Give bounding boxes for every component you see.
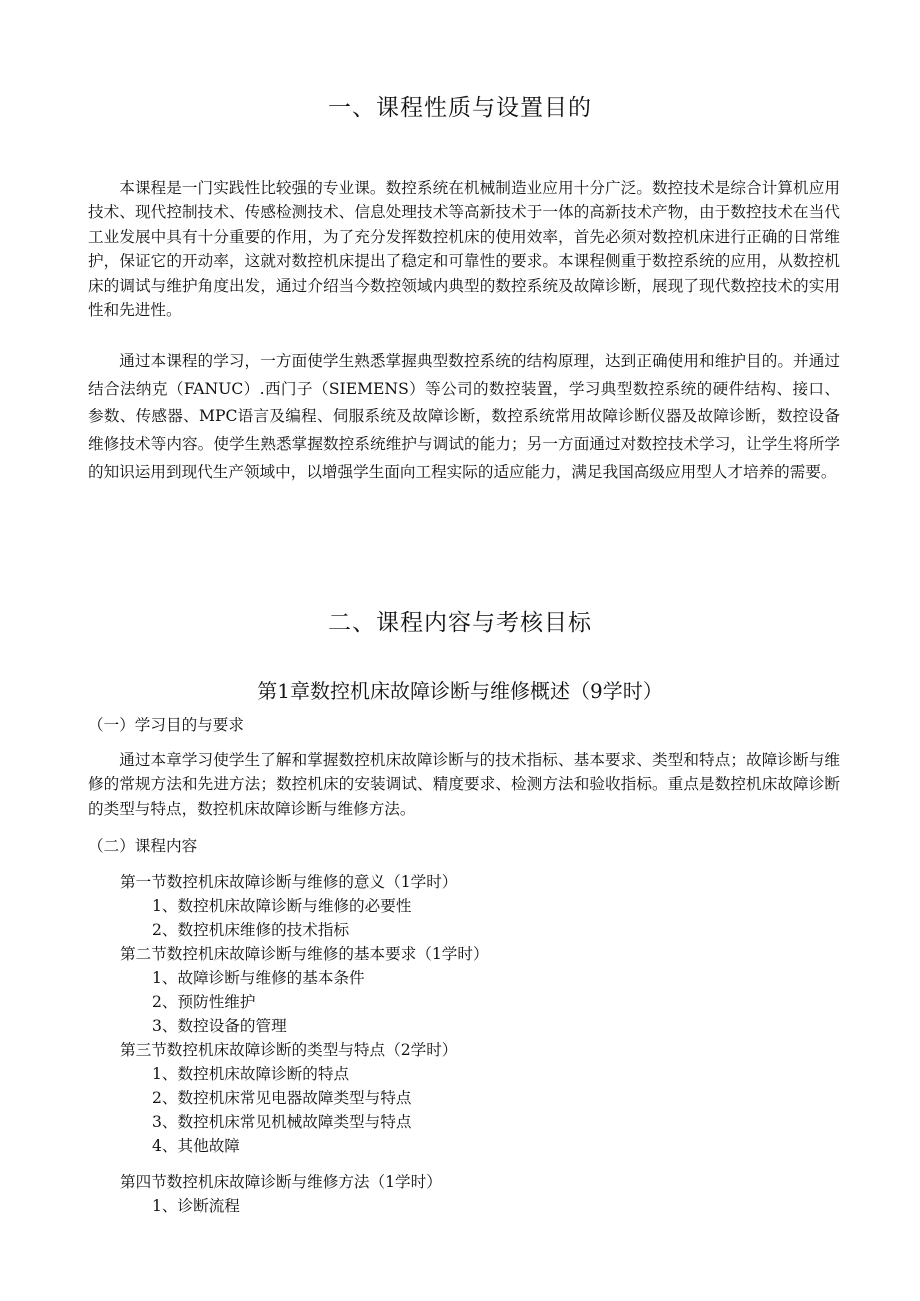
intro-paragraph-1: 本课程是一门实践性比较强的专业课。数控系统在机械制造业应用十分广泛。数控技术是综合计算机应用技术、现代控制技术、传感检测技术、信息处理技术等高新技术于一体的高新技术产物，由于数控技术在当代工业发展中具有十分重要的作用，为了充分发挥数控机床的使用效率，首先必须对数控机床进行正确的日常维护，保证它的开动率，这就对数控机床提出了稳定和可靠性的要求。本课程侧重于数控系统的应用，从数控机床的调试与维护角度出发，通过介绍当今数控领域内典型的数控系统及故障诊断，展现了现代数控技术的实用性和先进性。	[88, 179, 840, 320]
content-label: （二）课程内容	[88, 837, 198, 855]
course-section-2	[120, 942, 489, 1038]
course-section-title: 第二节数控机床故障诊断与维修的基本要求（1学时）	[120, 945, 489, 963]
course-section-4	[120, 1170, 442, 1218]
list-item: 3、数控机床常见机械故障类型与特点	[152, 1113, 412, 1131]
list-item: 1、数控机床故障诊断与维修的必要性	[152, 897, 412, 915]
list-item: 2、预防性维护	[152, 993, 256, 1011]
objectives-label: （一）学习目的与要求	[88, 716, 244, 734]
list-item: 1、故障诊断与维修的基本条件	[152, 969, 365, 987]
chapter-1-title: 第1章数控机床故障诊断与维修概述（9学时）	[257, 679, 663, 703]
list-item: 1、诊断流程	[152, 1197, 240, 1215]
list-item: 4、其他故障	[152, 1137, 240, 1155]
course-section-3	[120, 1038, 457, 1158]
list-item: 2、数控机床常见电器故障类型与特点	[152, 1089, 412, 1107]
course-section-title: 第四节数控机床故障诊断与维修方法（1学时）	[120, 1173, 442, 1191]
list-item: 2、数控机床维修的技术指标	[152, 921, 350, 939]
list-item: 3、数控设备的管理	[152, 1017, 287, 1035]
course-section-1	[120, 870, 457, 942]
section-1-title: 一、课程性质与设置目的	[328, 95, 592, 121]
course-section-title: 第一节数控机床故障诊断与维修的意义（1学时）	[120, 873, 458, 891]
objectives-paragraph: 通过本章学习使学生了解和掌握数控机床故障诊断与的技术指标、基本要求、类型和特点；故障诊断与维修的常规方法和先进方法；数控机床的安装调试、精度要求、检测方法和验收指标。重点是数控机床故障诊断的类型与特点，数控机床故障诊断与维修方法。	[88, 751, 840, 818]
course-section-title: 第三节数控机床故障诊断的类型与特点（2学时）	[120, 1041, 458, 1059]
list-item: 1、数控机床故障诊断的特点	[152, 1065, 350, 1083]
intro-paragraph-2: 通过本课程的学习，一方面使学生熟悉掌握典型数控系统的结构原理，达到正确使用和维护目的。并通过结合法纳克（FANUC）.西门子（SIEMENS）等公司的数控装置，学习典型数控系统的硬件结构、接口、参数、传感器、MPC语言及编程、伺服系统及故障诊断，数控系统常用故障诊断仪器及故障诊断，数控设备维修技术等内容。使学生熟悉掌握数控系统维护与调试的能力；另一方面通过对数控技术学习，让学生将所学的知识运用到现代生产领域中，以增强学生面向工程实际的适应能力，满足我国高级应用型人才培养的需要。	[88, 352, 840, 481]
section-2-title: 二、课程内容与考核目标	[328, 610, 592, 636]
